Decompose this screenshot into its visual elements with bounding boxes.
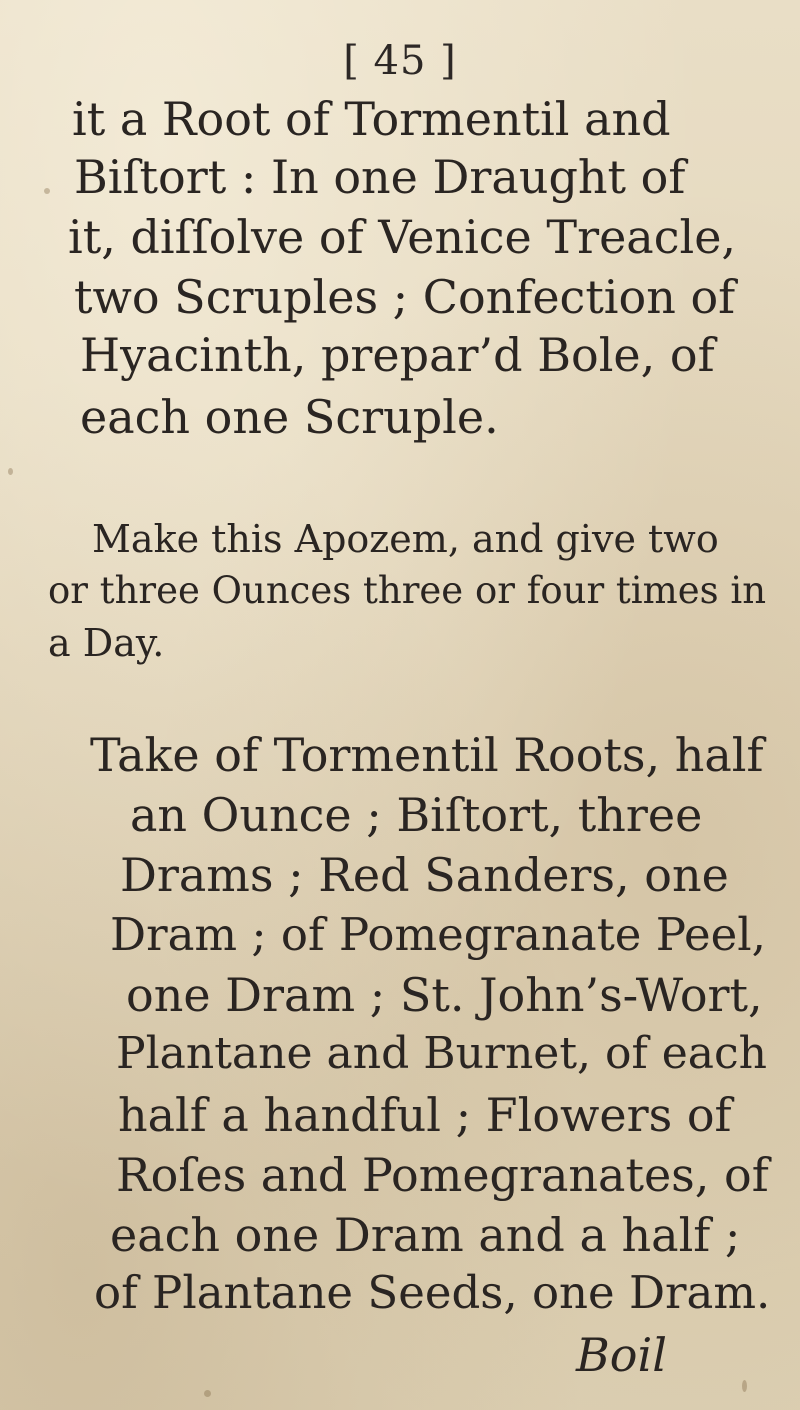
text-line: an Ounce ; Biſtort, three <box>130 788 703 842</box>
text-line: of Plantane Seeds, one Dram. <box>94 1266 771 1319</box>
text-line: or three Ounces three or four times in <box>48 569 767 612</box>
text-line: each one Dram and a half ; <box>110 1208 741 1262</box>
paper-spot <box>8 468 13 475</box>
paper-spot <box>44 188 50 194</box>
text-line: Dram ; of Pomegranate Peel, <box>110 908 766 961</box>
text-line: one Dram ; St. John’s-Wort, <box>126 968 763 1022</box>
text-line: Take of Tormentil Roots, half <box>90 728 764 782</box>
text-line: a Day. <box>48 621 165 665</box>
text-line: Roſes and Pomegranates, of <box>116 1148 769 1202</box>
text-line: Biſtort : In one Draught of <box>74 150 686 204</box>
text-line: Make this Apozem, and give two <box>92 517 719 561</box>
paper-spot <box>742 1380 747 1392</box>
catchword: Boil <box>576 1328 667 1382</box>
paper-spot <box>204 1390 211 1397</box>
text-line: Plantane and Burnet, of each <box>116 1028 767 1079</box>
page-number: [ 45 ] <box>343 38 457 84</box>
text-line: Drams ; Red Sanders, one <box>120 848 729 902</box>
text-line: it a Root of Tormentil and <box>72 92 671 146</box>
text-line: two Scruples ; Confection of <box>74 270 736 324</box>
text-line: it, diſſolve of Venice Treacle, <box>68 210 737 264</box>
text-line: Hyacinth, prepar’d Bole, of <box>80 328 715 382</box>
text-line: each one Scruple. <box>80 390 499 444</box>
text-line: half a handful ; Flowers of <box>118 1088 732 1142</box>
